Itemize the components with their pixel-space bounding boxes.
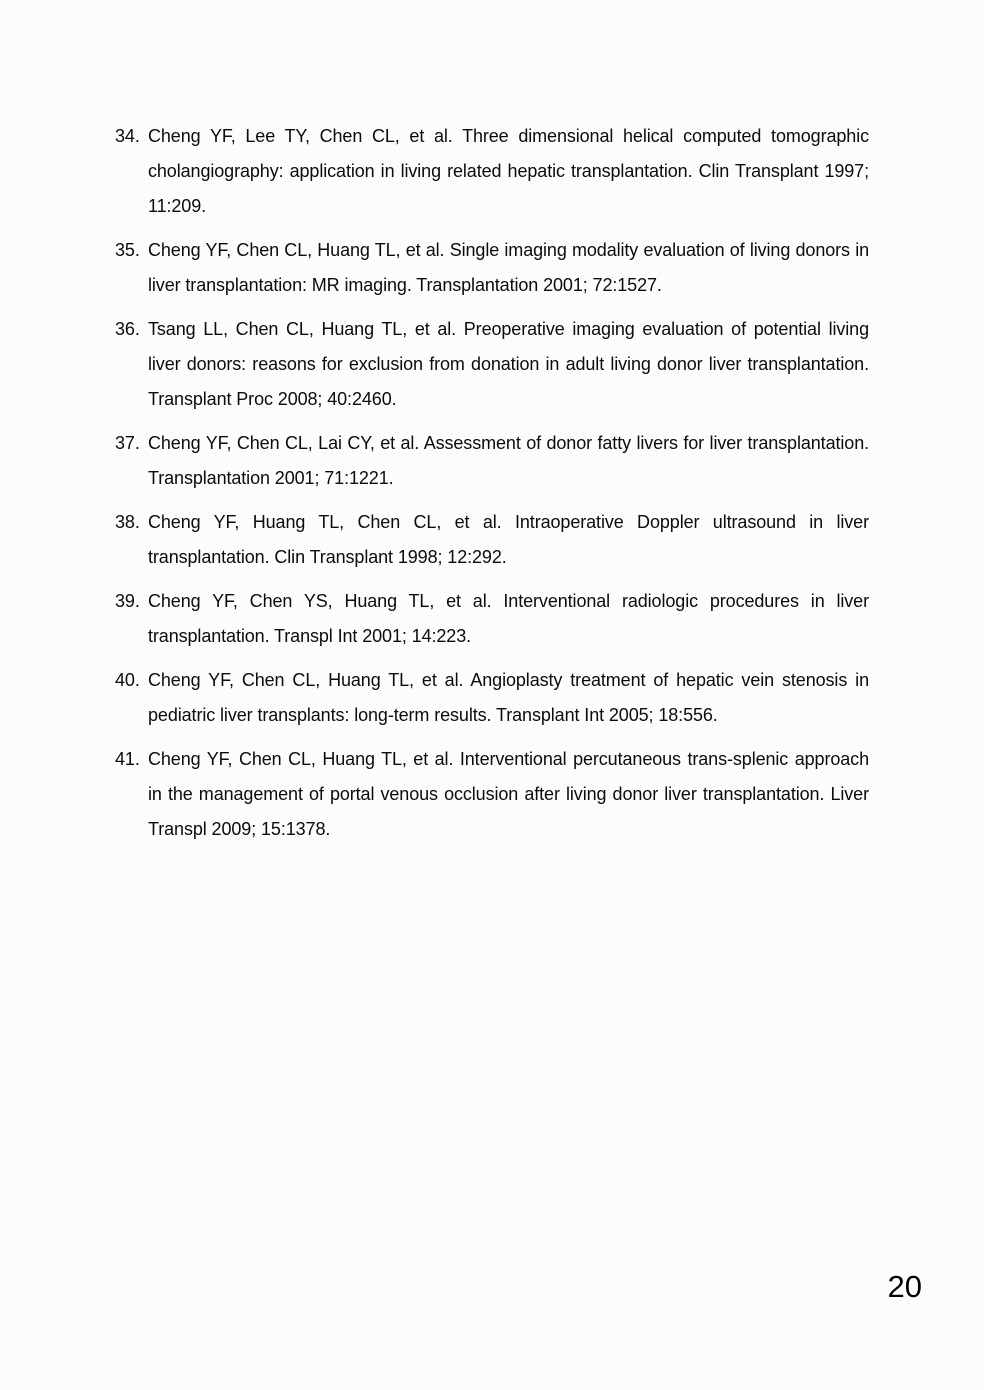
reference-text: Cheng YF, Chen CL, Huang TL, et al. Single imaging modality evaluation of living donors in liver transplantation: MR imaging. Transplantation 2001; 72:1527. <box>148 240 869 295</box>
reference-item-41 <box>115 742 869 847</box>
reference-number: 39. <box>115 591 140 611</box>
reference-item-34 <box>115 119 869 224</box>
reference-item-36 <box>115 312 869 417</box>
reference-number: 34. <box>115 126 140 146</box>
reference-item-40 <box>115 663 869 733</box>
references-list <box>115 119 869 856</box>
reference-text: Tsang LL, Chen CL, Huang TL, et al. Preoperative imaging evaluation of potential living liver donors: reasons for exclusion from donation in adult living donor liver transplantation. Transplant Proc 2008; 40:2460. <box>148 319 869 409</box>
reference-item-39 <box>115 584 869 654</box>
reference-number: 37. <box>115 433 140 453</box>
reference-text: Cheng YF, Lee TY, Chen CL, et al. Three dimensional helical computed tomographic cholangiography: application in living related hepatic transplantation. Clin Transplant 1997; 11:209. <box>148 126 869 216</box>
reference-item-35 <box>115 233 869 303</box>
reference-text: Cheng YF, Chen YS, Huang TL, et al. Interventional radiologic procedures in liver transplantation. Transpl Int 2001; 14:223. <box>148 591 869 646</box>
reference-number: 38. <box>115 512 140 532</box>
reference-item-37 <box>115 426 869 496</box>
reference-text: Cheng YF, Chen CL, Lai CY, et al. Assessment of donor fatty livers for liver transplantation. Transplantation 2001; 71:1221. <box>148 433 869 488</box>
reference-text: Cheng YF, Huang TL, Chen CL, et al. Intraoperative Doppler ultrasound in liver transplantation. Clin Transplant 1998; 12:292. <box>148 512 869 567</box>
reference-number: 35. <box>115 240 140 260</box>
reference-number: 41. <box>115 749 140 769</box>
page-number: 20 <box>887 1269 922 1304</box>
reference-number: 40. <box>115 670 140 690</box>
reference-item-38 <box>115 505 869 575</box>
reference-text: Cheng YF, Chen CL, Huang TL, et al. Interventional percutaneous trans-splenic approach in the management of portal venous occlusion after living donor liver transplantation. Liver Transpl 2009; 15:1378. <box>148 749 869 839</box>
reference-number: 36. <box>115 319 140 339</box>
reference-text: Cheng YF, Chen CL, Huang TL, et al. Angioplasty treatment of hepatic vein stenosis in pediatric liver transplants: long-term results. Transplant Int 2005; 18:556. <box>148 670 869 725</box>
